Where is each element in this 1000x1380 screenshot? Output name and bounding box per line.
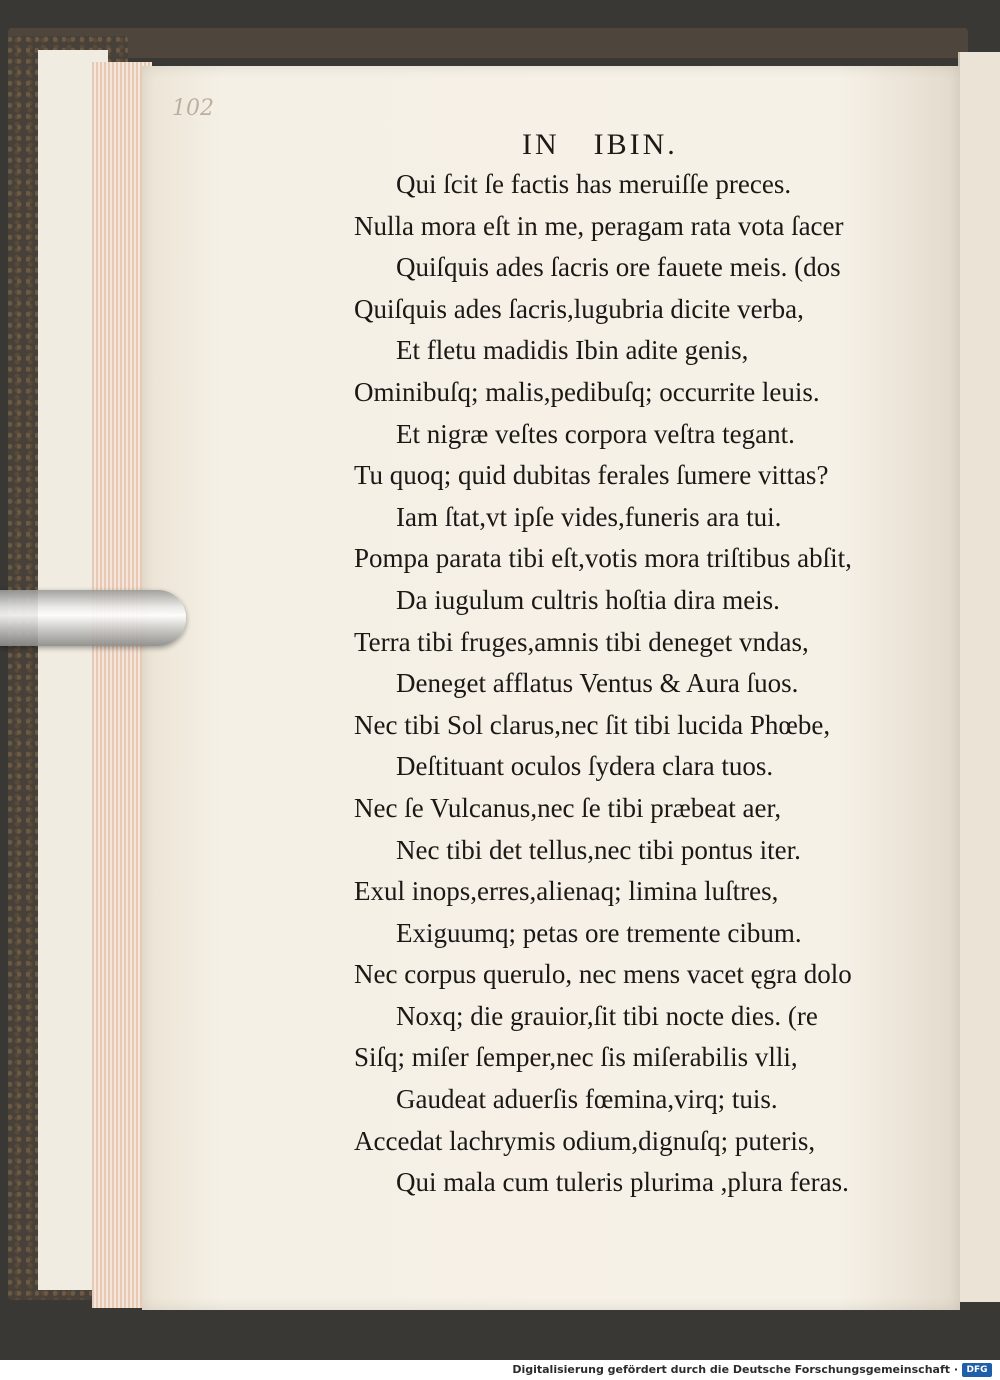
- verse-line: Accedat lachrymis odium,dignuſq; puteris,: [354, 1125, 816, 1156]
- running-head: [522, 128, 678, 162]
- verse-line: Tu quoq; quid dubitas ferales ſumere vittas?: [354, 460, 829, 491]
- verse-line: Exul inops,erres,alienaq; limina luſtres,: [354, 876, 779, 907]
- book-cover-top: [8, 28, 968, 58]
- funding-credit: Digitalisierung gefördert durch die Deutsche Forschungsgemeinschaft ·: [512, 1363, 958, 1376]
- running-head-right: IBIN.: [593, 128, 678, 161]
- verse-line: Da iugulum cultris hoſtia dira meis.: [396, 584, 780, 615]
- glass-page-weight: [0, 590, 186, 646]
- verse-line: Nec tibi Sol clarus,nec ſit tibi lucida Phœbe,: [354, 709, 831, 740]
- verse-text: [142, 164, 960, 1204]
- running-head-left: IN: [522, 128, 560, 161]
- printed-page: [142, 66, 960, 1310]
- folio-number: 102: [172, 96, 214, 121]
- verse-line: Nulla mora eſt in me, peragam rata vota ſacer: [354, 210, 844, 241]
- verse-line: Iam ſtat,vt ipſe vides,funeris ara tui.: [396, 501, 782, 532]
- verse-line: Noxq; die grauior,ſit tibi nocte dies. (re: [396, 1000, 818, 1031]
- verse-line: Siſq; miſer ſemper,nec ſis miſerabilis vlli,: [354, 1042, 798, 1073]
- footer-bar: [0, 1360, 1000, 1380]
- verse-line: Nec corpus querulo, nec mens vacet ęgra dolo: [354, 959, 852, 990]
- verse-line: Qui mala cum tuleris plurima ,plura feras.: [396, 1167, 849, 1198]
- verse-line: Et fletu madidis Ibin adite genis,: [396, 335, 749, 366]
- verse-line: Nec tibi det tellus,nec tibi pontus iter.: [396, 834, 801, 865]
- verse-line: Deneget afflatus Ventus & Aura ſuos.: [396, 668, 799, 699]
- dfg-logo-icon: DFG: [962, 1363, 992, 1377]
- verse-line: Et nigræ veſtes corpora veſtra tegant.: [396, 418, 795, 449]
- verse-line: Nec ſe Vulcanus,nec ſe tibi præbeat aer,: [354, 792, 782, 823]
- verse-line: Gaudeat aduerſis fœmina,virq; tuis.: [396, 1084, 778, 1115]
- verse-line: Terra tibi fruges,amnis tibi deneget vndas,: [354, 626, 809, 657]
- verse-line: Pompa parata tibi eſt,votis mora triſtibus abſit,: [354, 543, 852, 574]
- verse-line: Exiguumq; petas ore tremente cibum.: [396, 917, 802, 948]
- verse-line: Qui ſcit ſe factis has meruiſſe preces.: [396, 169, 792, 199]
- facing-page-edge: [958, 52, 1000, 1302]
- verse-line: Quiſquis ades ſacris ore fauete meis. (dos: [396, 252, 841, 283]
- verse-line: Deſtituant oculos ſydera clara tuos.: [396, 751, 774, 782]
- verse-line: Quiſquis ades ſacris,lugubria dicite verba,: [354, 293, 804, 324]
- verse-line: Ominibuſq; malis,pedibuſq; occurrite leuis.: [354, 376, 820, 407]
